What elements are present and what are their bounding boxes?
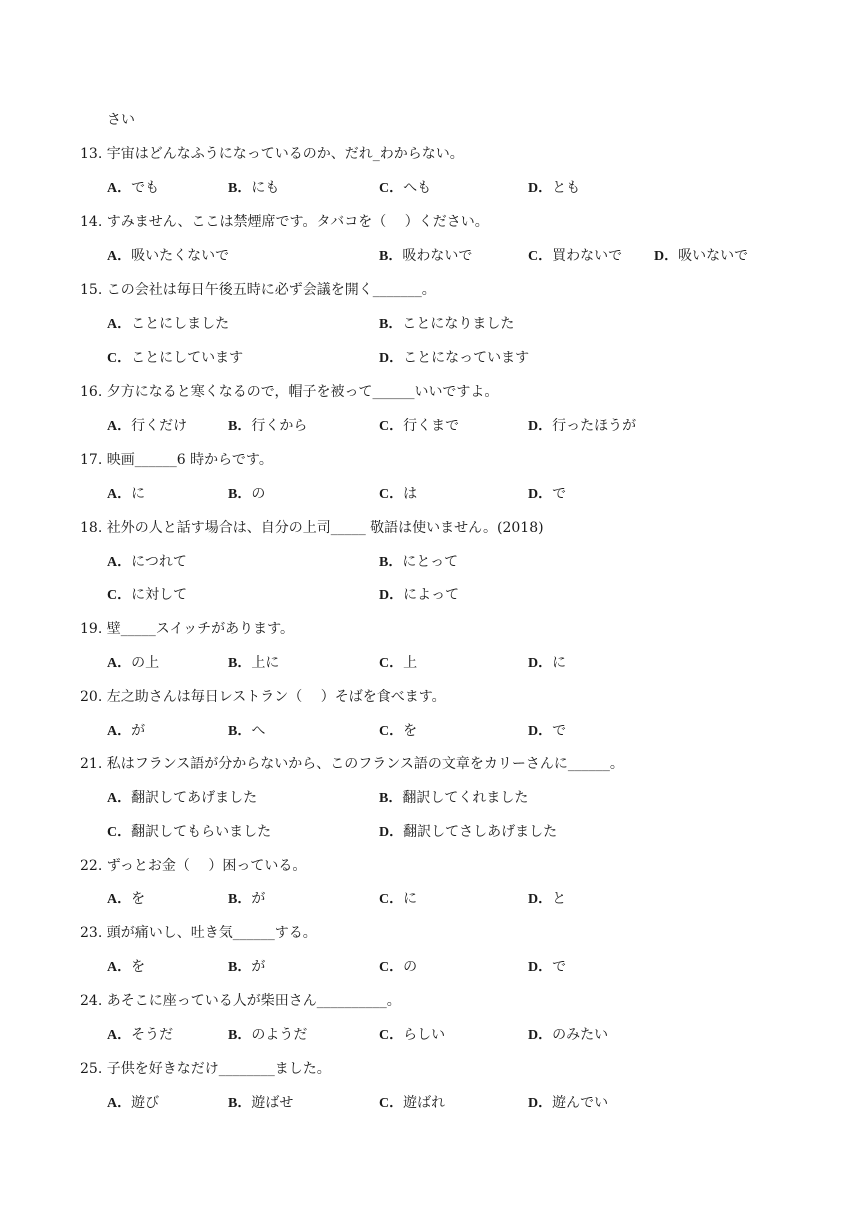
option-text: が [131, 723, 146, 739]
option-c [107, 822, 271, 843]
option-letter: B． [228, 1096, 252, 1111]
option-c [379, 416, 459, 437]
option-b [379, 246, 472, 267]
option-letter: C． [379, 724, 404, 739]
option-letter: C． [379, 181, 404, 196]
option-c [379, 889, 417, 910]
option-a [107, 246, 229, 267]
question-19 [80, 619, 294, 639]
option-d [528, 957, 566, 978]
option-letter: C． [528, 249, 553, 264]
option-c [379, 721, 417, 742]
option-text: ことになりました [402, 316, 515, 332]
question-20 [80, 687, 446, 707]
option-text: で [552, 723, 567, 739]
option-text: 遊び [131, 1095, 160, 1111]
option-c [107, 585, 187, 606]
option-letter: D． [528, 1028, 553, 1043]
question-number: 18. [80, 520, 103, 536]
option-c [379, 957, 417, 978]
question-text: 社外の人と話す場合は、自分の上司_____ 敬語は使いません。(2018) [106, 520, 544, 536]
option-letter: A． [107, 892, 132, 907]
option-letter: D． [528, 724, 553, 739]
option-c [379, 653, 417, 674]
question-number: 22. [80, 858, 103, 874]
option-a [107, 653, 159, 674]
question-text: あそこに座っている人が柴田さん__________。 [106, 993, 401, 1009]
option-a [107, 552, 187, 573]
option-d [379, 348, 529, 369]
option-a [107, 1093, 159, 1114]
option-c [528, 246, 622, 267]
option-letter: C． [107, 588, 132, 603]
option-d [528, 653, 566, 674]
option-text: のようだ [251, 1027, 308, 1043]
option-letter: A． [107, 181, 132, 196]
option-letter: B． [228, 724, 252, 739]
question-text: 私はフランス語が分からないから、このフランス語の文章をカリーさんに______。 [106, 756, 624, 772]
question-number: 25. [80, 1061, 103, 1077]
option-text: 遊んでい [552, 1095, 609, 1111]
option-letter: D． [379, 351, 404, 366]
option-d [528, 1093, 608, 1114]
option-b [228, 889, 265, 910]
option-b [228, 721, 265, 742]
option-b [228, 1093, 293, 1114]
option-b [228, 416, 307, 437]
question-text: 映画______6 時からです。 [106, 452, 273, 468]
option-letter: A． [107, 317, 132, 332]
option-letter: A． [107, 960, 132, 975]
question-text: 宇宙はどんなふうになっているのか、だれ_わからない。 [106, 146, 464, 162]
option-text: 翻訳してくれました [402, 790, 529, 806]
option-text: が [251, 891, 266, 907]
option-text: で [552, 486, 567, 502]
option-text: に [552, 655, 567, 671]
option-text: の上 [131, 655, 160, 671]
option-letter: C． [379, 487, 404, 502]
option-letter: C． [379, 419, 404, 434]
option-d [528, 178, 580, 199]
question-16 [80, 382, 498, 402]
option-a [107, 314, 229, 335]
question-number: 23. [80, 925, 103, 941]
question-text: 子供を好きなだけ________ました。 [106, 1061, 331, 1077]
option-c [379, 484, 417, 505]
option-letter: B． [228, 419, 252, 434]
option-b [379, 788, 528, 809]
option-text: と [552, 891, 567, 907]
option-a [107, 1025, 173, 1046]
option-a [107, 721, 145, 742]
option-letter: A． [107, 555, 132, 570]
option-letter: B． [379, 249, 403, 264]
option-text: 吸わないで [402, 248, 473, 264]
option-text: へ [251, 723, 266, 739]
question-number: 15. [80, 282, 103, 298]
question-number: 13. [80, 146, 103, 162]
option-b [228, 484, 265, 505]
question-25 [80, 1059, 331, 1079]
option-a [107, 957, 145, 978]
question-18 [80, 518, 544, 538]
option-text: に [403, 891, 418, 907]
option-letter: B． [228, 1028, 252, 1043]
question-22 [80, 856, 306, 876]
question-number: 21. [80, 756, 103, 772]
option-c [379, 1025, 445, 1046]
option-text: にも [251, 180, 280, 196]
option-letter: D． [528, 487, 553, 502]
option-letter: B． [379, 317, 403, 332]
option-text: 遊ばれ [403, 1095, 446, 1111]
option-letter: B． [379, 791, 403, 806]
question-text: 頭が痛いし、吐き気______する。 [106, 925, 317, 941]
option-letter: A． [107, 1096, 132, 1111]
option-letter: B． [228, 487, 252, 502]
option-letter: B． [228, 656, 252, 671]
option-d [528, 889, 566, 910]
option-text: 翻訳してさしあげました [403, 824, 558, 840]
option-d [528, 416, 636, 437]
option-text: へも [403, 180, 432, 196]
option-a [107, 889, 145, 910]
question-text: 左之助さんは毎日レストラン（ ）そばを食べます。 [106, 689, 446, 705]
option-b [379, 314, 514, 335]
option-text: 翻訳してあげました [131, 790, 258, 806]
option-letter: A． [107, 249, 132, 264]
option-a [107, 178, 159, 199]
option-b [228, 1025, 307, 1046]
question-14 [80, 212, 489, 232]
option-letter: D． [528, 656, 553, 671]
option-d [528, 721, 566, 742]
option-text: ことにしています [131, 350, 244, 366]
question-17 [80, 450, 273, 470]
option-b [228, 957, 265, 978]
option-text: を [131, 891, 146, 907]
question-number: 24. [80, 993, 103, 1009]
option-letter: A． [107, 791, 132, 806]
option-b [228, 178, 279, 199]
option-letter: A． [107, 1028, 132, 1043]
option-letter: C． [379, 656, 404, 671]
option-letter: D． [379, 825, 404, 840]
option-text: の [403, 959, 418, 975]
option-a [107, 788, 257, 809]
question-number: 14. [80, 214, 103, 230]
option-letter: B． [228, 892, 252, 907]
question-text: 夕方になると寒くなるので，帽子を被って______いいですよ。 [106, 384, 499, 400]
option-letter: C． [107, 351, 132, 366]
option-text: 遊ばせ [251, 1095, 294, 1111]
option-letter: A． [107, 419, 132, 434]
option-text: 行くまで [403, 418, 460, 434]
option-text: でも [131, 180, 160, 196]
option-text: の [251, 486, 266, 502]
option-text: は [403, 486, 418, 502]
option-c [379, 1093, 445, 1114]
option-text: で [552, 959, 567, 975]
option-d [654, 246, 748, 267]
option-letter: A． [107, 487, 132, 502]
option-letter: D． [528, 1096, 553, 1111]
option-letter: D． [654, 249, 679, 264]
question-text: ずっとお金（ ）困っている。 [106, 858, 307, 874]
option-letter: D． [528, 181, 553, 196]
option-text: につれて [131, 554, 187, 570]
option-d [528, 1025, 608, 1046]
question-23 [80, 923, 317, 943]
question-number: 17. [80, 452, 103, 468]
option-d [379, 822, 557, 843]
option-letter: C． [379, 1028, 404, 1043]
option-text: ことになっています [403, 350, 530, 366]
option-letter: D． [528, 960, 553, 975]
question-text: 壁_____スイッチがあります。 [106, 621, 295, 637]
option-text: 行くだけ [131, 418, 188, 434]
option-d [379, 585, 459, 606]
option-text: を [131, 959, 146, 975]
option-text: 行ったほうが [552, 418, 637, 434]
question-21 [80, 754, 624, 774]
question-15 [80, 280, 436, 300]
option-letter: D． [528, 419, 553, 434]
option-letter: B． [228, 960, 252, 975]
continuation-text: さい [107, 112, 135, 128]
option-b [228, 653, 279, 674]
option-c [379, 178, 431, 199]
option-text: 行くから [251, 418, 308, 434]
option-b [379, 552, 458, 573]
option-text: を [403, 723, 418, 739]
option-text: とも [552, 180, 581, 196]
option-a [107, 416, 187, 437]
option-text: 吸いたくないで [131, 248, 230, 264]
option-text: 買わないで [552, 248, 623, 264]
option-letter: C． [379, 960, 404, 975]
option-text: ことにしました [131, 316, 230, 332]
option-text: に [131, 486, 146, 502]
option-letter: C． [107, 825, 132, 840]
option-text: らしい [403, 1027, 446, 1043]
question-text: この会社は毎日午後五時に必ず会議を開く_______。 [106, 282, 436, 298]
option-text: 翻訳してもらいました [131, 824, 272, 840]
option-letter: A． [107, 656, 132, 671]
option-letter: D． [379, 588, 404, 603]
option-text: に対して [131, 587, 188, 603]
option-text: 上に [251, 655, 280, 671]
option-text: のみたい [552, 1027, 609, 1043]
option-letter: B． [379, 555, 403, 570]
option-letter: C． [379, 1096, 404, 1111]
option-text: が [251, 959, 266, 975]
option-d [528, 484, 566, 505]
option-text: そうだ [131, 1027, 174, 1043]
question-24 [80, 991, 401, 1011]
option-text: にとって [402, 554, 459, 570]
option-text: 吸いないで [678, 248, 749, 264]
question-number: 19. [80, 621, 103, 637]
option-letter: C． [379, 892, 404, 907]
option-c [107, 348, 243, 369]
option-text: によって [403, 587, 460, 603]
question-text: すみません、ここは禁煙席です。タバコを（ ）ください。 [106, 214, 489, 230]
option-a [107, 484, 145, 505]
question-number: 20. [80, 689, 103, 705]
option-letter: D． [528, 892, 553, 907]
question-number: 16. [80, 384, 103, 400]
option-text: 上 [403, 655, 418, 671]
option-letter: A． [107, 724, 132, 739]
option-letter: B． [228, 181, 252, 196]
question-13 [80, 144, 464, 164]
